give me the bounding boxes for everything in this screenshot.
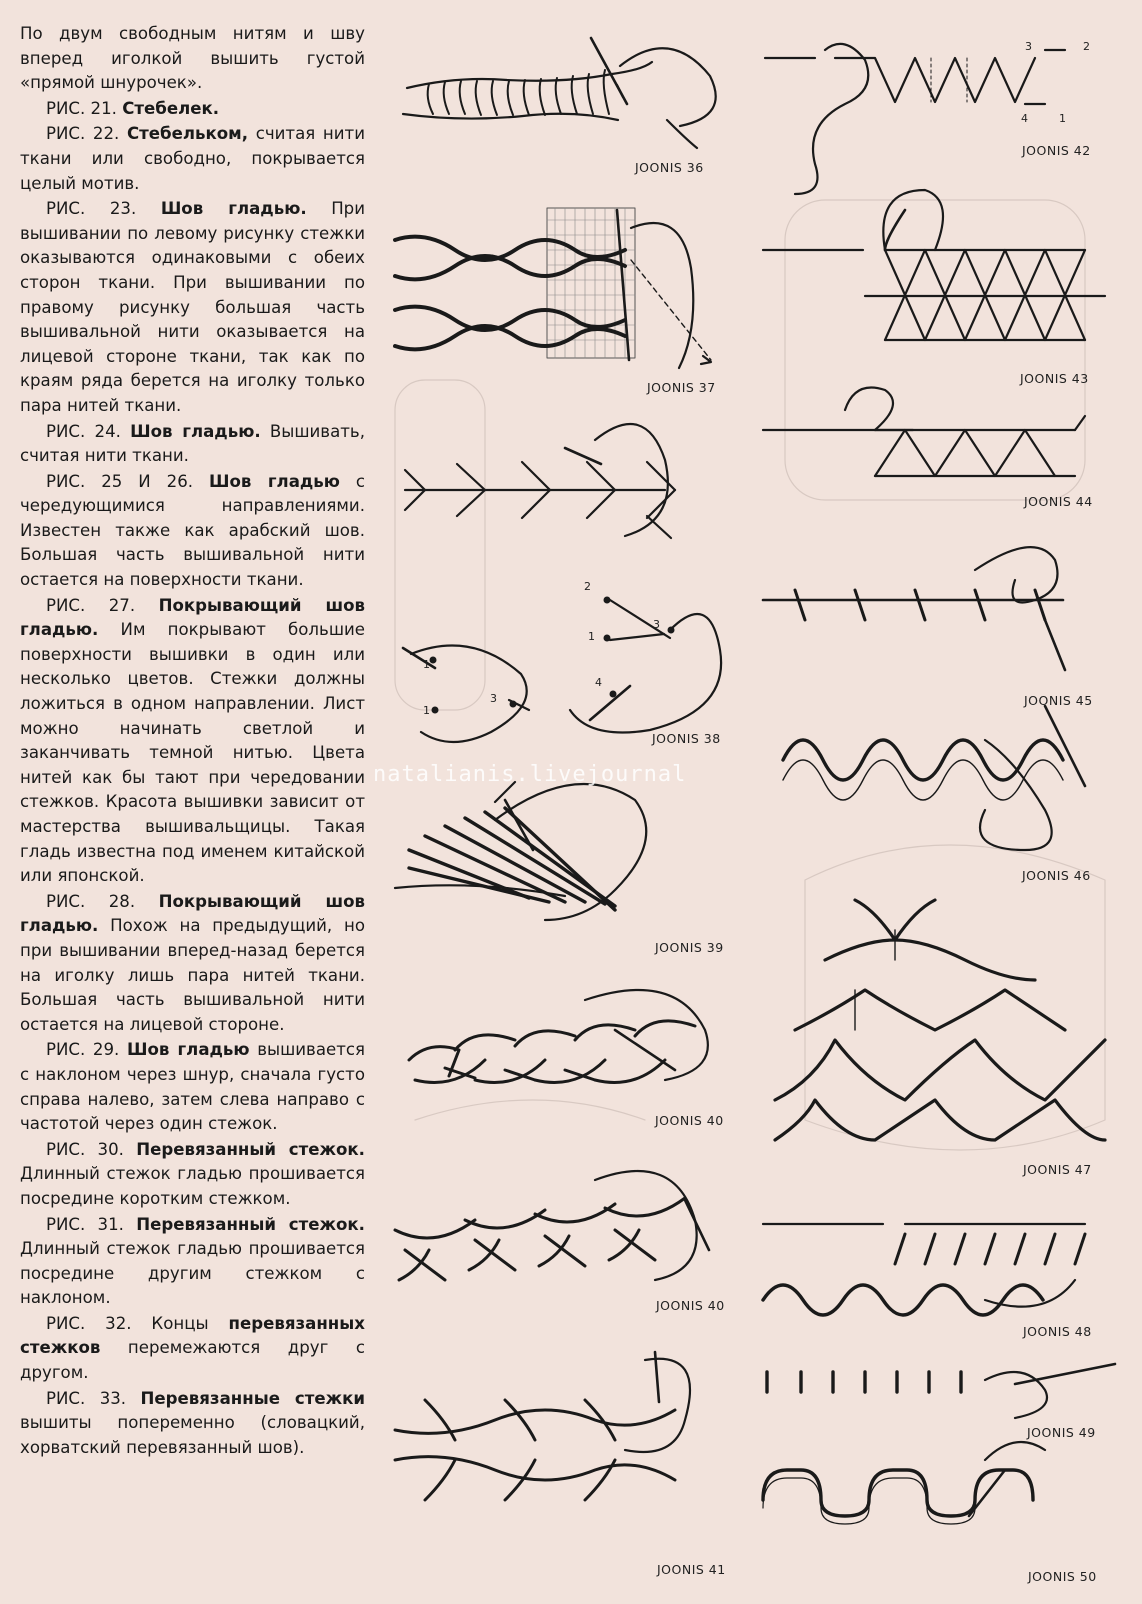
paragraph-1 — [20, 97, 365, 122]
bold-term: Перевязанный стежок. — [136, 1139, 365, 1159]
fig38-num-1: 1 — [588, 630, 595, 643]
body-text: Им покрывают большие поверхности вышивки в один или несколько цветов. Стежки должны ложиться в одном направлении. Лист можно начинать светлой и заканчивать темной нитью. Цвета нитей как бы тают при чередовании стежков. Красота вышивки зависит от мастерства вышивальщицы. Такая гладь известна под именем китайской или японской. — [20, 620, 365, 886]
figure-49 — [767, 1364, 1115, 1418]
caption-joonis-37: JOONIS 37 — [647, 380, 716, 395]
body-text: РИС. 25 И 26. — [46, 471, 210, 491]
body-text: РИС. 28. — [46, 891, 159, 911]
bold-term: Шов гладью — [126, 1040, 250, 1060]
caption-joonis-40a: JOONIS 40 — [655, 1113, 724, 1128]
caption-joonis-45: JOONIS 45 — [1024, 693, 1093, 708]
fig38-num-3: 3 — [653, 618, 660, 631]
caption-joonis-39: JOONIS 39 — [655, 940, 724, 955]
figure-36 — [403, 38, 716, 148]
bold-term: Покрывающий шов гладью. — [20, 595, 365, 640]
figure-48 — [763, 1224, 1085, 1315]
paragraph-0 — [20, 22, 365, 96]
bold-term: перевязанных стежков — [20, 1313, 365, 1358]
caption-joonis-36: JOONIS 36 — [635, 160, 704, 175]
body-text: перемежаются друг с другом. — [20, 1338, 365, 1383]
figure-41 — [395, 1352, 690, 1500]
figure-47 — [775, 900, 1105, 1140]
fig38-num-4: 4 — [595, 676, 602, 689]
body-text: вышивается с наклоном через шнур, сначала густо справа налево, затем слева направо с частотой через один стежок. — [20, 1040, 365, 1134]
body-text: Похож на предыдущий, но при вышивании вперед-назад берется на иголку лишь пара нитей ткани. Большая часть вышивальной нити остается на лицевой стороне. — [20, 916, 365, 1034]
body-text: Длинный стежок гладью прошивается посредине коротким стежком. — [20, 1164, 365, 1208]
body-text: Длинный стежок гладью прошивается посредине другим стежком с наклоном. — [20, 1239, 365, 1308]
caption-joonis-42: JOONIS 42 — [1022, 143, 1091, 158]
figure-44 — [763, 388, 1085, 477]
body-text: считая нити ткани или свободно, покрывается целый мотив. — [20, 124, 365, 193]
figure-50 — [763, 1442, 1045, 1524]
body-text: РИС. 31. — [46, 1214, 137, 1234]
body-text: РИС. 21. — [46, 98, 123, 118]
caption-joonis-38: JOONIS 38 — [652, 731, 721, 746]
paragraph-3 — [20, 197, 365, 418]
bold-term: Шов гладью — [209, 471, 340, 491]
body-text: РИС. 24. — [46, 421, 131, 441]
bold-term: Перевязанные стежки — [140, 1388, 365, 1408]
bold-term: Шов гладью. — [130, 421, 261, 441]
stitch-figures — [385, 0, 1142, 1600]
paragraph-4 — [20, 420, 365, 469]
bold-term: Покрывающий шов гладью. — [20, 891, 365, 936]
body-text: РИС. 33. — [46, 1388, 141, 1408]
watermark: natalianis.livejournal — [373, 762, 687, 787]
paragraph-12 — [20, 1387, 365, 1461]
paragraph-7 — [20, 890, 365, 1038]
caption-joonis-41: JOONIS 41 — [657, 1562, 726, 1577]
caption-joonis-43: JOONIS 43 — [1020, 371, 1089, 386]
paragraph-2 — [20, 122, 365, 196]
body-text: По двум свободным нитям и шву вперед иголкой вышить густой «прямой шнурочек». — [20, 24, 365, 93]
fig38-num-2: 2 — [584, 580, 591, 593]
figure-45 — [763, 547, 1065, 670]
paragraph-8 — [20, 1038, 365, 1136]
figure-43 — [763, 190, 1105, 340]
fig42-num-4: 4 — [1021, 112, 1028, 125]
body-text: вышиты попеременно (словацкий, хорватский перевязанный шов). — [20, 1413, 365, 1457]
figure-40b — [395, 1171, 709, 1280]
body-text: Вышивать, считая нити ткани. — [20, 421, 365, 466]
fig38-num-1b: 1 — [423, 658, 430, 671]
body-text: РИС. 30. — [46, 1139, 137, 1159]
paragraph-9 — [20, 1138, 365, 1212]
stitch-illustrations — [385, 0, 1142, 1600]
fig42-num-1: 1 — [1059, 112, 1066, 125]
caption-joonis-44: JOONIS 44 — [1024, 494, 1093, 509]
body-text: РИС. 22. — [46, 124, 127, 144]
body-text: РИС. 29. — [46, 1040, 127, 1060]
bold-term: Стебелек. — [122, 98, 220, 118]
fig42-num-3: 3 — [1025, 40, 1032, 53]
figure-37 — [395, 208, 711, 368]
bold-term: Стебельком, — [126, 124, 249, 144]
figure-42 — [765, 44, 1065, 194]
article-text — [20, 22, 365, 1461]
body-text: с чередующимися направлениями. Известен также как арабский шов. Большая часть вышивальной нити остается на поверхности ткани. — [20, 471, 365, 590]
paragraph-6 — [20, 594, 365, 889]
caption-joonis-48: JOONIS 48 — [1023, 1324, 1092, 1339]
bold-term: Перевязанный стежок. — [136, 1214, 365, 1234]
caption-joonis-46: JOONIS 46 — [1022, 868, 1091, 883]
caption-joonis-49: JOONIS 49 — [1027, 1425, 1096, 1440]
caption-joonis-47: JOONIS 47 — [1023, 1162, 1092, 1177]
fig38-num-3b: 3 — [490, 692, 497, 705]
caption-joonis-50: JOONIS 50 — [1028, 1569, 1097, 1584]
show-through-pattern — [395, 200, 1105, 1150]
fig42-num-2: 2 — [1083, 40, 1090, 53]
fig38-num-1c: 1 — [423, 704, 430, 717]
bold-term: Шов гладью. — [160, 199, 307, 219]
caption-joonis-40b: JOONIS 40 — [656, 1298, 725, 1313]
figure-39 — [395, 782, 646, 920]
body-text: РИС. 32. Концы — [46, 1313, 229, 1333]
figure-38 — [405, 424, 675, 538]
body-text: При вышивании по левому рисунку стежки оказываются одинаковыми с обеих сторон ткани. При вышивании по правому рисунку большая часть вышивальной нити оказывается на лицевой стороне ткани, так как по краям ряда берется на иголку только пара нитей ткани. — [20, 199, 365, 415]
paragraph-5 — [20, 470, 365, 593]
figure-38-numbered — [403, 597, 721, 743]
figure-46 — [783, 706, 1085, 850]
figure-40a — [409, 990, 708, 1083]
paragraph-10 — [20, 1213, 365, 1311]
paragraph-11 — [20, 1312, 365, 1386]
body-text: РИС. 23. — [46, 199, 161, 219]
body-text: РИС. 27. — [46, 595, 159, 615]
